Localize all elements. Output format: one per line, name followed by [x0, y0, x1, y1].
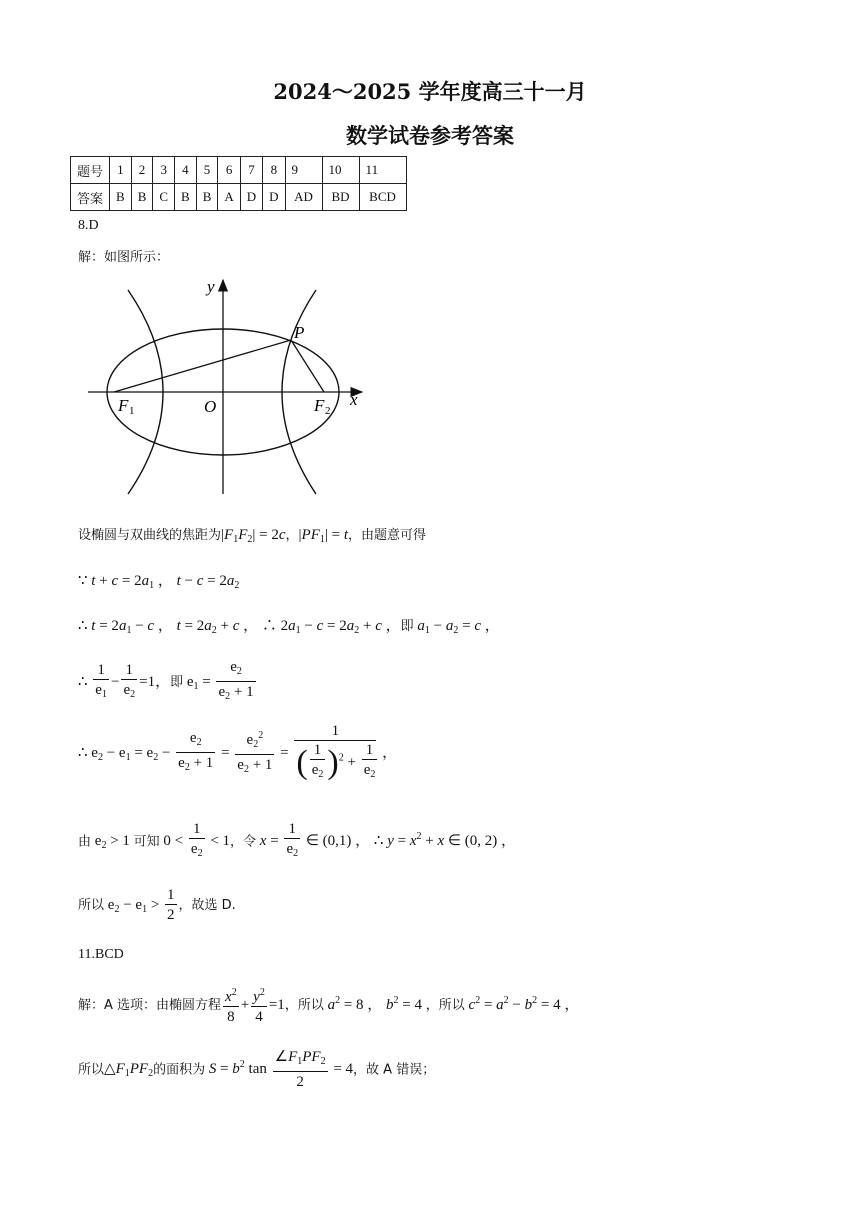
q8-line5: ∴ $e_2 - e_1 = e_2$ − $\frac{e_2}{e_2 + 1}$ = $\frac{e_2^2}{e_2 + 1}$ = 1 ( $\frac{1}{e_2}$ )$^2$ + $\frac{1}{e_2}$ ， — [78, 722, 397, 785]
ellipse-hyperbola-figure — [80, 272, 380, 502]
table-cell: C — [153, 184, 175, 211]
page-subtitle: 数学试卷参考答案 — [346, 123, 514, 148]
table-row — [71, 157, 407, 184]
table-cell: 10 — [322, 157, 359, 184]
label-f2: F — [314, 396, 325, 415]
table-cell: 9 — [285, 157, 322, 184]
table-cell: AD — [285, 184, 322, 211]
table-cell: 2 — [131, 157, 153, 184]
label-x: x — [350, 390, 358, 409]
q8-line1: 设椭圆与双曲线的焦距为$|F_1F_2| = 2c$，$|PF_1| = t$，由题意可得 — [78, 527, 427, 545]
answer-table — [70, 156, 407, 211]
q11-line1: 解：A 选项：由椭圆方程 $\frac{x^2}{8}$ + $\frac{y^2}{4}$ =1，所以 $a^2 = 8$ ， $b^2 = 4$ ，所以 $c^2 = a^2 - b^2 = 4$ ， — [78, 987, 580, 1025]
table-cell: D — [263, 184, 285, 211]
label-o: O — [204, 397, 217, 416]
table-cell: B — [175, 184, 197, 211]
q8-line6: 由 $e_2 > 1$ 可知 0 < $\frac{1}{e_2}$ < 1，令 x = $\frac{1}{e_2}$ ∈ (0,1) ， ∴ $y = x^2 + x$ ∈ (0, 2) ， — [78, 820, 516, 864]
label-f1: F — [118, 396, 129, 415]
table-cell: BCD — [359, 184, 406, 211]
q8-line7: 所以 $e_2 - e_1$ > $\frac{1}{2}$ ，故选 D. — [78, 887, 236, 923]
q11-heading: 11.BCD — [78, 947, 124, 962]
table-cell: A — [218, 184, 240, 211]
label-p: P — [294, 323, 305, 342]
table-row-label: 答案 — [71, 184, 110, 211]
q8-intro: 解：如图所示： — [78, 250, 170, 265]
table-cell: 8 — [263, 157, 285, 184]
table-cell: 6 — [218, 157, 240, 184]
label-y: y — [207, 277, 215, 296]
q8-heading: 8.D — [78, 218, 99, 233]
page-title: 2024～2025 学年度高三十一月 — [273, 79, 587, 104]
q11-line2: 所以$\triangle F_1PF_2$的面积为 $S = b^2$ tan $\frac{\angle F_1PF_2}{2}$ = 4，故 A 错误； — [78, 1049, 436, 1090]
table-row — [71, 184, 407, 211]
label-f1-sub: 1 — [129, 405, 135, 417]
table-cell: B — [110, 184, 132, 211]
segment-pf2 — [291, 340, 324, 392]
table-cell: 4 — [175, 157, 197, 184]
table-cell: 5 — [196, 157, 218, 184]
table-row-label: 题号 — [71, 157, 110, 184]
table-cell: 1 — [110, 157, 132, 184]
table-cell: 11 — [359, 157, 406, 184]
q8-line2: ∵ $t + c = 2a_1$ ， $t - c = 2a_2$ — [78, 573, 240, 591]
table-cell: D — [240, 184, 262, 211]
q8-line3: ∴ $t = 2a_1 - c$ ， $t = 2a_2 + c$ ， ∴ $2a_1 - c = 2a_2 + c$ ，即 $a_1 - a_2 = c$ ， — [78, 618, 500, 636]
table-cell: 3 — [153, 157, 175, 184]
table-cell: B — [131, 184, 153, 211]
label-f2-sub: 2 — [325, 405, 331, 417]
q8-line4: ∴ $\frac{1}{e_1}$ − $\frac{1}{e_2}$ =1，即 $e_1$ = $\frac{e_2}{e_2 + 1}$ — [78, 658, 258, 707]
table-cell: BD — [322, 184, 359, 211]
table-cell: 7 — [240, 157, 262, 184]
table-cell: B — [196, 184, 218, 211]
